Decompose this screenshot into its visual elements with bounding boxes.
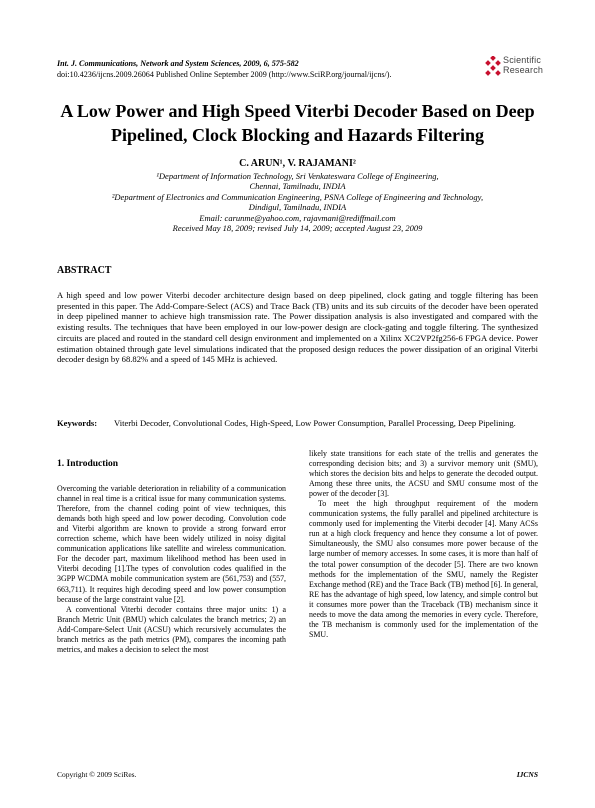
left-column [57, 459, 286, 655]
journal-reference [57, 58, 392, 80]
abstract-text: A high speed and low power Viterbi decoder architecture design based on deep pipelined, clock gating and toggle filtering has been presented in this paper. The Add-Compare-Select (ACS) and Trace Back (TB) units and its sub circuits of the decoder have been operated in deep pipelined manner to achieve high transmission rate. The Power dissipation analysis is also investigated and compared with the existing results. The techniques that have been employed in our low-power design are clock-gating and toggle filtering. The synthesized circuits are placed and routed in the standard cell design environment and implemented on a Xilinx XC2VP2fg256-6 FPGA device. Power estimation obtained through gate level simulations indicated that the proposed design reduces the power dissipation of an original Viterbi decoder design by 68.82% and a speed of 145 MHz is achieved. [57, 290, 538, 365]
journal-volume: , 2009, 6, 575-582 [239, 59, 299, 68]
authors: C. ARUN¹, V. RAJAMANI² [239, 158, 356, 169]
affiliation-line: ²Department of Electronics and Communication Engineering, PSNA College of Engineering and Technology, [111, 191, 484, 202]
paragraph: Overcoming the variable deterioration in reliability of a communication channel in real time is a critical issue for many communication systems. Therefore, from the channel coding point of view techniques, this demands both high speed and low power decoding. Convolution code and Viterbi algorithm are known to provide a strong forward error correction scheme, which have been widely utilized in noisy digital communication applications like satellite and wireless communication. For the decoder part, maximum likelihood method has been used in Viterbi decoding [1].The types of convolution codes qualified in the 3GPP WCDMA mobile communication system are (561,753) and (557, 663,711). It requires high decoding speed and low power consumption because of the large constraint value [2]. [57, 484, 286, 604]
logo-line-1: Scientific [503, 55, 542, 65]
publisher-logo-icon [483, 56, 503, 78]
affiliation-line: ¹Department of Information Technology, Sri Venkateswara College of Engineering, [156, 171, 439, 181]
paragraph: To meet the high throughput requirement of the modern communication systems, the fully parallel and pipelined architecture is commonly used for implementing the Viterbi decoder [4]. Many ACSs run at a high clock frequency and hence they consume a lot of power. Simultaneously, the SMU also consumes more power because of the large number of memory accesses. In some cases, it is more than half of the total power consumption of the decoder [5]. There are two known methods for the implementation of the SMU, namely the Register Exchange method (RE) and the Trace Back (TB) method [6]. In general, RE has the advantage of high speed, low latency, and simple control but it consumes more power than the Traceback (TB) mechanism since it needs to move the data among the memories in every cycle. Therefore, the TB mechanism is commonly used for the implementation of the SMU. [309, 499, 538, 639]
paragraph: likely state transitions for each state of the trellis and generates the corresponding decision bits; and 3) a survivor memory unit (SMU), which stores the decision bits and helps to generate the decoded output. Among these three units, the ACSU and SMU consume most of the power of the decoder [3]. [309, 449, 538, 499]
publisher-logo-text [503, 55, 543, 75]
publisher-logo [483, 55, 543, 79]
footer-copyright: Copyright © 2009 SciRes. [57, 770, 137, 779]
footer-journal: IJCNS [516, 770, 538, 779]
keywords-text: Viterbi Decoder, Convolutional Codes, High-Speed, Low Power Consumption, Parallel Processing, Deep Pipelining. [114, 418, 516, 428]
affiliation-line: Chennai, Tamilnadu, INDIA [249, 181, 346, 192]
abstract-heading: ABSTRACT [57, 265, 112, 276]
paper-title: A Low Power and High Speed Viterbi Decoder Based on Deep Pipelined, Clock Blocking and Hazards Filtering [60, 101, 535, 145]
journal-name: Int. J. Communications, Network and System Sciences [57, 59, 240, 68]
email-line: Email: carunme@yahoo.com, rajavmani@rediffmail.com [199, 212, 396, 223]
keywords-label: Keywords: [57, 418, 98, 428]
affiliation-line: Dindigul, Tamilnadu, INDIA [248, 202, 347, 213]
section-heading: 1. Introduction [57, 459, 119, 469]
doi-line: doi:10.4236/ijcns.2009.26064 Published Online September 2009 (http://www.SciRP.org/journal/ijcns/). [57, 70, 392, 79]
affiliations [40, 171, 555, 233]
paragraph: A conventional Viterbi decoder contains three major units: 1) a Branch Metric Unit (BMU) which calculates the branch metrics; 2) an Add-Compare-Select Unit (ACSU) which recursively accumulates the branch metrics as the path metrics (PM), compares the incoming path metrics, and makes a decision to select the most [57, 604, 286, 654]
logo-line-2: Research [503, 65, 544, 75]
right-column [309, 449, 538, 640]
received-dates: Received May 18, 2009; revised July 14, 2009; accepted August 23, 2009 [172, 223, 423, 234]
